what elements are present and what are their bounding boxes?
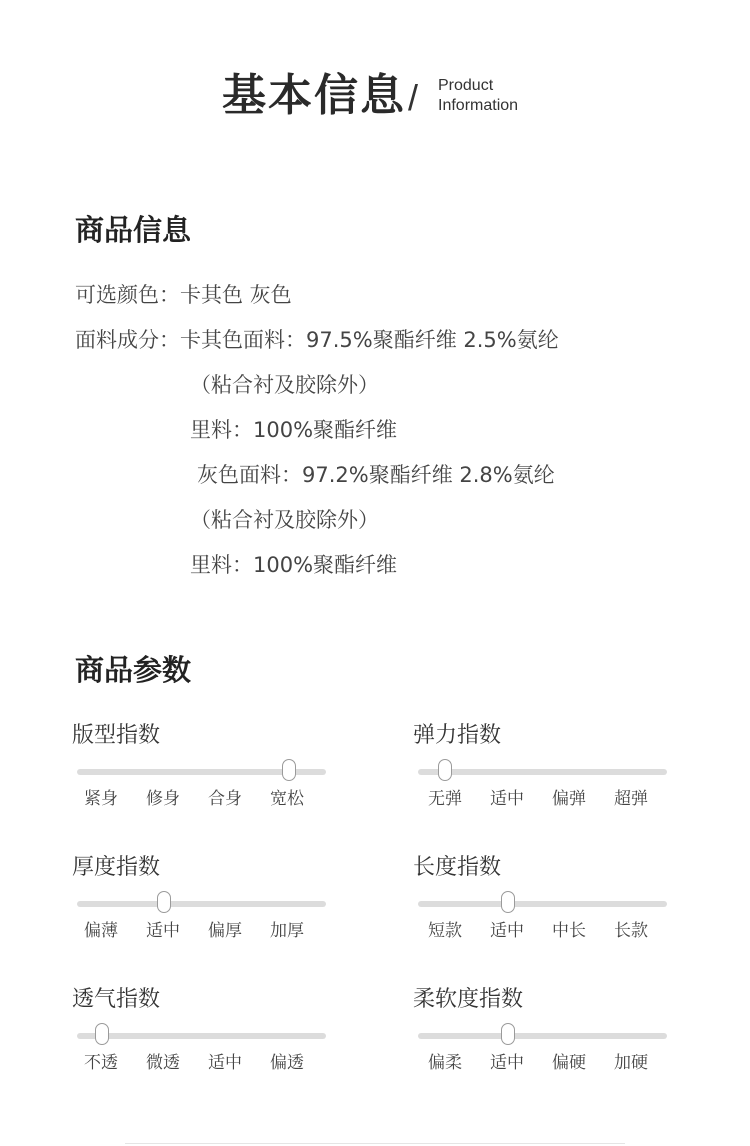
english-subtitle bbox=[438, 76, 518, 116]
param-ticks bbox=[77, 787, 326, 811]
param-tick: 不透 bbox=[84, 1053, 118, 1073]
bottom-divider bbox=[125, 1143, 625, 1144]
param-tick: 超弹 bbox=[614, 789, 648, 809]
param-tick: 宽松 bbox=[270, 789, 304, 809]
title-divider-slash: / bbox=[408, 77, 419, 118]
param-track bbox=[418, 769, 667, 775]
param-thickness bbox=[72, 854, 332, 954]
param-tick: 修身 bbox=[146, 789, 180, 809]
param-tick: 适中 bbox=[490, 1053, 524, 1073]
param-track bbox=[418, 1033, 667, 1039]
param-name: 柔软度指数 bbox=[413, 987, 524, 1012]
param-tick: 加厚 bbox=[270, 921, 304, 941]
param-slider-thumb bbox=[501, 1023, 515, 1045]
param-slider-thumb bbox=[438, 759, 452, 781]
param-tick: 微透 bbox=[146, 1053, 180, 1073]
param-tick: 适中 bbox=[208, 1053, 242, 1073]
param-name: 厚度指数 bbox=[72, 855, 161, 880]
info-fabric-gray: 灰色面料：97.2%聚酯纤维 2.8%氨纶 bbox=[197, 463, 555, 487]
param-tick: 长款 bbox=[614, 921, 648, 941]
param-tick: 偏厚 bbox=[208, 921, 242, 941]
param-tick: 偏薄 bbox=[84, 921, 118, 941]
param-tick: 偏透 bbox=[270, 1053, 304, 1073]
param-ticks bbox=[77, 919, 326, 943]
section-header bbox=[0, 68, 750, 128]
page-title: 基本信息 bbox=[222, 70, 406, 121]
info-fabric-khaki: 面料成分：卡其色面料：97.5%聚酯纤维 2.5%氨纶 bbox=[75, 328, 559, 352]
param-name: 长度指数 bbox=[413, 855, 502, 880]
param-softness bbox=[413, 986, 673, 1086]
param-track bbox=[418, 901, 667, 907]
info-lining: 里料：100%聚酯纤维 bbox=[190, 553, 398, 577]
info-note: （粘合衬及胶除外） bbox=[190, 373, 379, 397]
param-tick: 适中 bbox=[146, 921, 180, 941]
param-name: 版型指数 bbox=[72, 723, 161, 748]
param-stretch bbox=[413, 722, 673, 822]
param-tick: 无弹 bbox=[428, 789, 462, 809]
param-ticks bbox=[418, 919, 667, 943]
param-ticks bbox=[418, 787, 667, 811]
param-tick: 合身 bbox=[208, 789, 242, 809]
param-tick: 中长 bbox=[552, 921, 586, 941]
english-subtitle-line2: Information bbox=[438, 97, 519, 114]
english-subtitle-line1: Product bbox=[438, 77, 494, 94]
param-tick: 加硬 bbox=[614, 1053, 648, 1073]
param-tick: 紧身 bbox=[84, 789, 118, 809]
product-params-heading: 商品参数 bbox=[75, 653, 192, 687]
param-tick: 适中 bbox=[490, 921, 524, 941]
info-colors: 可选颜色：卡其色 灰色 bbox=[75, 283, 292, 307]
info-lining: 里料：100%聚酯纤维 bbox=[190, 418, 398, 442]
param-tick: 偏弹 bbox=[552, 789, 586, 809]
product-info-heading: 商品信息 bbox=[75, 213, 192, 247]
info-note: （粘合衬及胶除外） bbox=[190, 508, 379, 532]
param-fit bbox=[72, 722, 332, 822]
param-name: 透气指数 bbox=[72, 987, 161, 1012]
param-slider-thumb bbox=[157, 891, 171, 913]
param-ticks bbox=[77, 1051, 326, 1075]
param-breathability bbox=[72, 986, 332, 1086]
param-track bbox=[77, 901, 326, 907]
param-slider-thumb bbox=[501, 891, 515, 913]
param-tick: 偏柔 bbox=[428, 1053, 462, 1073]
param-tick: 偏硬 bbox=[552, 1053, 586, 1073]
param-ticks bbox=[418, 1051, 667, 1075]
param-slider-thumb bbox=[95, 1023, 109, 1045]
param-track bbox=[77, 1033, 326, 1039]
param-name: 弹力指数 bbox=[413, 723, 502, 748]
param-length bbox=[413, 854, 673, 954]
param-slider-thumb bbox=[282, 759, 296, 781]
param-tick: 适中 bbox=[490, 789, 524, 809]
param-tick: 短款 bbox=[428, 921, 462, 941]
